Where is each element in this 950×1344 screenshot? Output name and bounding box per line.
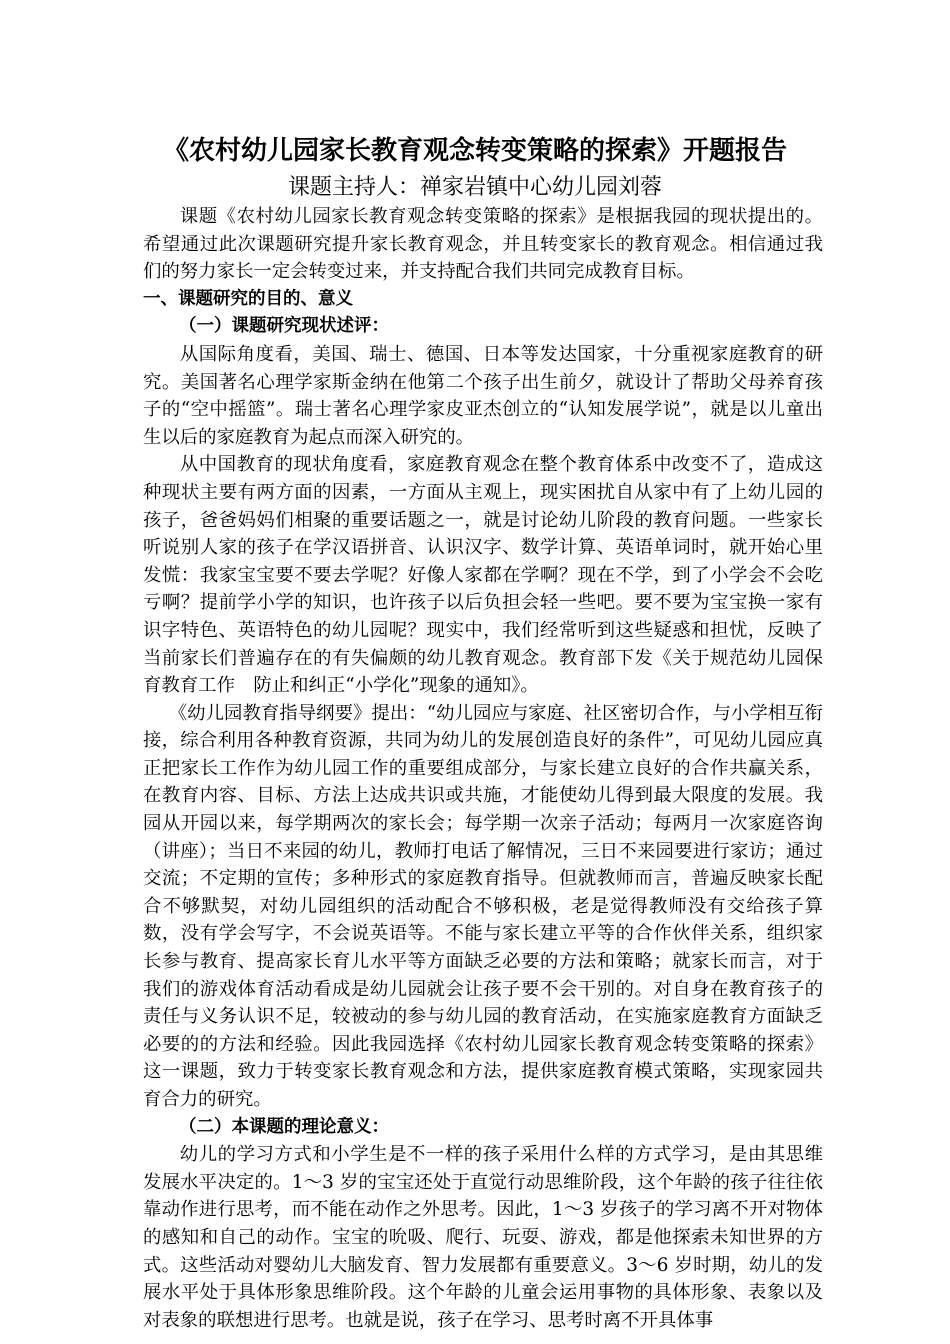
paragraph-guideline: 《幼儿园教育指导纲要》提出：“幼儿园应与家庭、社区密切合作，与小学相互衔接，综合利用各种教育资源，共同为幼儿的发展创造良好的条件”，可见幼儿园应真正把家长工作作为幼儿园工作的重要组成部分，与家长建立良好的合作共赢关系，在教育内容、目标、方法上达成共识或共施，才能使幼儿得到最大限度的发展。我园从开园以来，每学期两次的家长会；每学期一次亲子活动；每两月一次家庭咨询（讲座）；当日不来园的幼儿，教师打电话了解情况，三日不来园要进行家访；通过交流；不定期的宣传；多种形式的家庭教育指导。但就教师而言，普遍反映家长配合不够默契，对幼儿园组织的活动配合不够积极，老是觉得教师没有交给孩子算数，没有学会写字，不会说英语等。不能与家长建立平等的合作伙伴关系，组织家长参与教育、提高家长育儿水平等方面缺乏必要的方法和策略；就家长而言，对于我们的游戏体育活动看成是幼儿园就会让孩子要不会干别的。对自身在教育孩子的责任与义务认识不足，较被动的参与幼儿园的教育活动，在实施家庭教育方面缺乏必要的的方法和经验。因此我园选择《农村幼儿园家长教育观念转变策略的探索》这一课题，致力于转变家长教育观念和方法，提供家庭教育模式策略，实现家园共育合力的研究。: [143, 702, 823, 1110]
subsection-heading: （二）本课题的理论意义：: [179, 1116, 389, 1137]
paragraph-international: 从国际角度看，美国、瑞士、德国、日本等发达国家，十分重视家庭教育的研究。美国著名心理学家斯金纳在他第二个孩子出生前夕，就设计了帮助父母养育孩子的“空中摇篮”。瑞士著名心理学家皮亚杰创立的“认知发展学说”，就是以儿童出生以后的家庭教育为起点而深入研究的。: [143, 343, 823, 448]
report-title: 《农村幼儿园家长教育观念转变策略的探索》开题报告: [162, 136, 787, 166]
paragraph-theory: 幼儿的学习方式和小学生是不一样的孩子采用什么样的方式学习，是由其思维发展水平决定的。1～3 岁的宝宝还处于直觉行动思维阶段，这个年龄的孩子往往依靠动作进行思考，而不能在动作之外思考。因此，1～3 岁孩子的学习离不开对物体的感知和自己的动作。宝宝的吮吸、爬行、玩耍、游戏，都是他探索未知世界的方式。这些活动对婴幼儿大脑发育、智力发展都有重要意义。3～6 岁时期，幼儿的发展水平处于具体形象思维阶段。这个年龄的儿童会运用事物的具体形象、表象以及对表象的联想进行思考。也就是说，孩子在学习、思考时离不开具体事: [143, 1144, 823, 1331]
subsection-heading: （一）课题研究现状述评：: [179, 316, 389, 337]
report-body: [143, 203, 823, 1334]
intro-paragraph: 课题《农村幼儿园家长教育观念转变策略的探索》是根据我园的现状提出的。希望通过此次课题研究提升家长教育观念，并且转变家长的教育观念。相信通过我们的努力家长一定会转变过来，并支持配合我们共同完成教育目标。: [143, 206, 823, 283]
paragraph-china: 从中国教育的现状角度看，家庭教育观念在整个教育体系中改变不了，造成这种现状主要有两方面的因素，一方面从主观上，现实困扰自从家中有了上幼儿园的孩子，爸爸妈妈们相聚的重要话题之一，就是讨论幼儿阶段的教育问题。一些家长听说别人家的孩子在学汉语拼音、认识汉字、数学计算、英语单词时，就开始心里发慌：我家宝宝要不要去学呢？好像人家都在学啊？现在不学，到了小学会不会吃亏啊？提前学小学的知识，也许孩子以后负担会轻一些吧。要不要为宝宝换一家有识字特色、英语特色的幼儿园呢？现实中，我们经常听到这些疑惑和担忧，反映了当前家长们普遍存在的有失偏颇的幼儿教育观念。教育部下发《关于规范幼儿园保育教育工作 防止和纠正“小学化”现象的通知》。: [143, 454, 823, 697]
section-heading: 一、课题研究的目的、意义: [143, 288, 353, 309]
report-subtitle: 课题主持人：禅家岩镇中心幼儿园刘蓉: [287, 175, 662, 200]
